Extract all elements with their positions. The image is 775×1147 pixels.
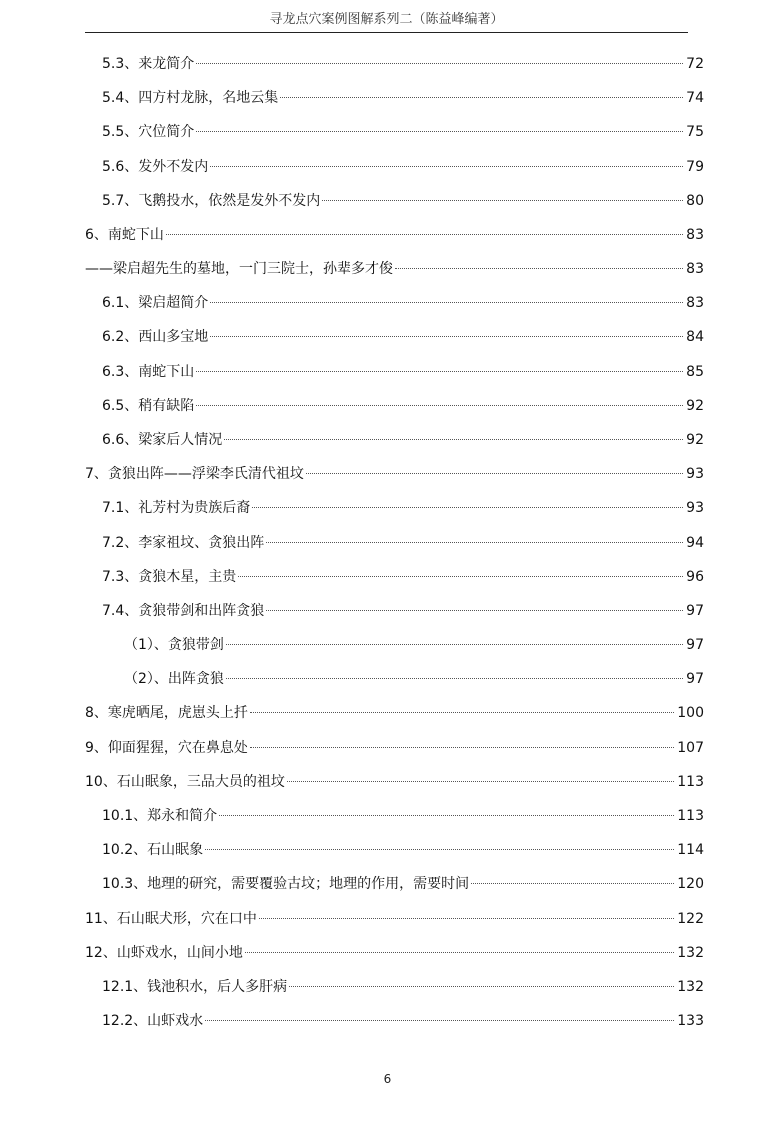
toc-entry[interactable] (102, 53, 704, 75)
toc-entry-title: 5.5、穴位简介 (102, 124, 195, 140)
toc-entry-title: 5.4、四方村龙脉，名地云集 (102, 90, 279, 106)
toc-dot-leader (210, 166, 683, 167)
toc-entry[interactable] (102, 190, 704, 212)
toc-dot-leader (259, 918, 674, 919)
toc-entry[interactable] (85, 224, 704, 246)
toc-dot-leader (210, 302, 683, 303)
toc-entry[interactable] (102, 873, 704, 895)
toc-entry-title: 7、贪狼出阵——浮梁李氏清代祖坟 (85, 466, 304, 482)
toc-dot-leader (196, 63, 683, 64)
toc-entry-page: 83 (686, 227, 704, 243)
toc-entry-title: 9、仰面猩猩，穴在鼻息处 (85, 740, 248, 756)
toc-entry-title: 7.2、李家祖坟、贪狼出阵 (102, 535, 265, 551)
toc-entry-page: 93 (686, 500, 704, 516)
toc-entry[interactable] (102, 532, 704, 554)
toc-dot-leader (266, 542, 683, 543)
toc-dot-leader (226, 644, 683, 645)
toc-dot-leader (322, 200, 683, 201)
toc-entry-page: 100 (677, 705, 704, 721)
toc-dot-leader (280, 97, 683, 98)
toc-entry[interactable] (85, 258, 704, 280)
toc-entry-page: 72 (686, 56, 704, 72)
toc-entry-page: 97 (686, 637, 704, 653)
toc-dot-leader (226, 678, 683, 679)
toc-entry-page: 96 (686, 569, 704, 585)
toc-entry-title: 5.6、发外不发内 (102, 159, 209, 175)
toc-entry[interactable] (102, 805, 704, 827)
toc-entry-page: 92 (686, 432, 704, 448)
toc-entry-page: 133 (677, 1013, 704, 1029)
page-footer (0, 1072, 775, 1086)
toc-dot-leader (471, 883, 674, 884)
toc-dot-leader (245, 952, 674, 953)
toc-entry-page: 83 (686, 295, 704, 311)
toc-entry[interactable] (102, 395, 704, 417)
running-header (85, 8, 688, 33)
toc-entry-page: 92 (686, 398, 704, 414)
toc-dot-leader (238, 576, 683, 577)
toc-entry[interactable] (124, 634, 704, 656)
toc-dot-leader (166, 234, 683, 235)
toc-entry-title: 6.1、梁启超简介 (102, 295, 209, 311)
toc-entry-title: （1）、贪狼带剑 (124, 637, 224, 653)
toc-entry-page: 74 (686, 90, 704, 106)
toc-entry[interactable] (102, 121, 704, 143)
toc-dot-leader (289, 986, 674, 987)
toc-entry-title: 12.2、山虾戏水 (102, 1013, 204, 1029)
toc-dot-leader (250, 712, 674, 713)
toc-dot-leader (252, 507, 683, 508)
toc-entry[interactable] (85, 771, 704, 793)
toc-entry-page: 85 (686, 364, 704, 380)
toc-entry-title: 6.2、西山多宝地 (102, 329, 209, 345)
toc-entry-title: 10.1、郑永和简介 (102, 808, 218, 824)
toc-dot-leader (250, 747, 674, 748)
toc-dot-leader (205, 849, 674, 850)
toc-entry[interactable] (124, 668, 704, 690)
toc-entry-title: ——梁启超先生的墓地，一门三院士，孙辈多才俊 (85, 261, 393, 277)
toc-entry[interactable] (85, 942, 704, 964)
running-header-title: 寻龙点穴案例图解系列二（陈益峰编著） (269, 12, 504, 27)
toc-entry[interactable] (102, 292, 704, 314)
toc-entry-title: 6.6、梁家后人情况 (102, 432, 223, 448)
toc-entry-title: 7.4、贪狼带剑和出阵贪狼 (102, 603, 265, 619)
toc-entry-title: 10.2、石山眠象 (102, 842, 204, 858)
toc-entry-page: 84 (686, 329, 704, 345)
toc-entry-title: 12.1、钱池积水，后人多肝病 (102, 979, 288, 995)
toc-entry[interactable] (85, 463, 704, 485)
toc-entry[interactable] (102, 566, 704, 588)
toc-entry-title: 5.7、飞鹅投水，依然是发外不发内 (102, 193, 321, 209)
toc-entry[interactable] (102, 87, 704, 109)
toc-entry-title: 8、寒虎晒尾，虎崽头上扦 (85, 705, 248, 721)
toc-entry-page: 120 (677, 876, 704, 892)
toc-entry[interactable] (102, 497, 704, 519)
toc-entry[interactable] (102, 600, 704, 622)
toc-entry[interactable] (102, 1010, 704, 1032)
toc-entry-page: 113 (677, 774, 704, 790)
toc-entry-page: 122 (677, 911, 704, 927)
toc-entry-page: 83 (686, 261, 704, 277)
toc-entry-title: 7.1、礼芳村为贵族后裔 (102, 500, 251, 516)
toc-dot-leader (196, 371, 683, 372)
toc-entry[interactable] (85, 737, 704, 759)
toc-dot-leader (287, 781, 674, 782)
toc-entry-page: 94 (686, 535, 704, 551)
toc-entry-title: 5.3、来龙简介 (102, 56, 195, 72)
toc-dot-leader (395, 268, 683, 269)
toc-entry-page: 113 (677, 808, 704, 824)
toc-entry-page: 114 (677, 842, 704, 858)
toc-entry-page: 75 (686, 124, 704, 140)
toc-entry[interactable] (102, 156, 704, 178)
toc-entry-title: 10、石山眠象，三品大员的祖坟 (85, 774, 285, 790)
toc-entry[interactable] (85, 702, 704, 724)
toc-dot-leader (224, 439, 683, 440)
toc-entry[interactable] (102, 976, 704, 998)
toc-dot-leader (196, 405, 683, 406)
toc-entry-title: 7.3、贪狼木星，主贵 (102, 569, 237, 585)
toc-entry[interactable] (102, 429, 704, 451)
toc-dot-leader (306, 473, 683, 474)
toc-dot-leader (196, 131, 683, 132)
toc-entry-title: 10.3、地理的研究，需要覆验古坟；地理的作用，需要时间 (102, 876, 470, 892)
toc-entry-page: 79 (686, 159, 704, 175)
toc-entry-title: 12、山虾戏水，山间小地 (85, 945, 243, 961)
toc-dot-leader (219, 815, 674, 816)
toc-entry-page: 97 (686, 671, 704, 687)
toc-entry-title: 11、石山眠犬形，穴在口中 (85, 911, 257, 927)
toc-entry-title: 6.3、南蛇下山 (102, 364, 195, 380)
toc-entry-title: 6、南蛇下山 (85, 227, 164, 243)
toc-entry-page: 107 (677, 740, 704, 756)
toc-entry[interactable] (85, 908, 704, 930)
toc-entry-page: 97 (686, 603, 704, 619)
toc-entry[interactable] (102, 839, 704, 861)
toc-entry-page: 93 (686, 466, 704, 482)
toc-dot-leader (210, 336, 683, 337)
toc-entry[interactable] (102, 326, 704, 348)
toc-entry-page: 132 (677, 979, 704, 995)
page-number: 6 (383, 1072, 392, 1086)
toc-entry-page: 80 (686, 193, 704, 209)
toc-dot-leader (266, 610, 683, 611)
toc-entry-title: 6.5、稍有缺陷 (102, 398, 195, 414)
toc-entry-page: 132 (677, 945, 704, 961)
toc-entry-title: （2）、出阵贪狼 (124, 671, 224, 687)
toc-entry[interactable] (102, 361, 704, 383)
toc-dot-leader (205, 1020, 674, 1021)
